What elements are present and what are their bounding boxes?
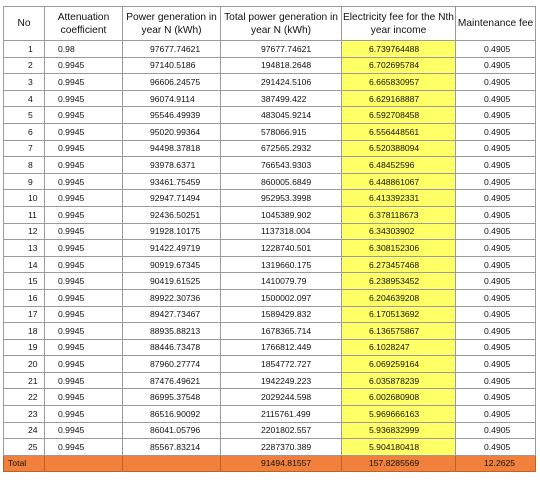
cell-electricity-fee: 5.904180418 [342, 439, 456, 456]
cell-no: 4 [4, 90, 45, 107]
cell-no: 7 [4, 140, 45, 157]
cell-maintenance-fee: 0.4905 [456, 74, 536, 91]
table-row [4, 306, 536, 323]
table-row [4, 41, 536, 58]
cell-maintenance-fee: 0.4905 [456, 206, 536, 223]
total-maintenance-fee: 12.2625 [456, 455, 536, 471]
cell-electricity-fee: 6.556448561 [342, 123, 456, 140]
table-row [4, 206, 536, 223]
cell-attenuation: 0.9945 [45, 140, 123, 157]
table-row [4, 107, 536, 124]
total-label: Total [4, 455, 45, 471]
cell-no: 16 [4, 289, 45, 306]
cell-no: 21 [4, 372, 45, 389]
cell-power-generation: 95020.99364 [123, 123, 221, 140]
cell-electricity-fee: 6.002680908 [342, 389, 456, 406]
cell-maintenance-fee: 0.4905 [456, 57, 536, 74]
cell-power-generation: 93461.75459 [123, 173, 221, 190]
cell-maintenance-fee: 0.4905 [456, 389, 536, 406]
cell-electricity-fee: 6.378118673 [342, 206, 456, 223]
cell-no: 19 [4, 339, 45, 356]
cell-total-power: 952953.3998 [221, 190, 342, 207]
cell-total-power: 483045.9214 [221, 107, 342, 124]
cell-attenuation: 0.9945 [45, 57, 123, 74]
cell-no: 5 [4, 107, 45, 124]
table-row [4, 190, 536, 207]
cell-electricity-fee: 5.969666163 [342, 406, 456, 423]
cell-total-power: 1766812.449 [221, 339, 342, 356]
cell-attenuation: 0.9945 [45, 190, 123, 207]
cell-electricity-fee: 6.170513692 [342, 306, 456, 323]
cell-power-generation: 89922.30736 [123, 289, 221, 306]
table-row [4, 289, 536, 306]
table-row [4, 140, 536, 157]
table-row [4, 389, 536, 406]
cell-no: 1 [4, 41, 45, 58]
cell-attenuation: 0.9945 [45, 406, 123, 423]
cell-power-generation: 92947.71494 [123, 190, 221, 207]
table-row [4, 90, 536, 107]
header-maintenance-fee: Maintenance fee [456, 7, 536, 41]
power-generation-table [3, 6, 536, 472]
cell-electricity-fee: 6.665830957 [342, 74, 456, 91]
cell-attenuation: 0.9945 [45, 389, 123, 406]
cell-power-generation: 90419.61525 [123, 273, 221, 290]
table-row [4, 356, 536, 373]
cell-attenuation: 0.9945 [45, 306, 123, 323]
cell-attenuation: 0.9945 [45, 173, 123, 190]
cell-attenuation: 0.9945 [45, 273, 123, 290]
cell-no: 6 [4, 123, 45, 140]
cell-power-generation: 87960.27774 [123, 356, 221, 373]
cell-electricity-fee: 6.035878239 [342, 372, 456, 389]
cell-power-generation: 91422.49719 [123, 240, 221, 257]
header-row [4, 7, 536, 41]
cell-power-generation: 97140.5186 [123, 57, 221, 74]
cell-maintenance-fee: 0.4905 [456, 173, 536, 190]
table-row [4, 339, 536, 356]
cell-maintenance-fee: 0.4905 [456, 372, 536, 389]
cell-attenuation: 0.9945 [45, 372, 123, 389]
cell-no: 25 [4, 439, 45, 456]
total-power-generation-cell [123, 455, 221, 471]
cell-maintenance-fee: 0.4905 [456, 90, 536, 107]
cell-maintenance-fee: 0.4905 [456, 289, 536, 306]
cell-total-power: 1137318.004 [221, 223, 342, 240]
table-row [4, 157, 536, 174]
cell-total-power: 1500002.097 [221, 289, 342, 306]
cell-no: 8 [4, 157, 45, 174]
cell-total-power: 1589429.832 [221, 306, 342, 323]
cell-power-generation: 87476.49621 [123, 372, 221, 389]
cell-no: 14 [4, 256, 45, 273]
cell-no: 11 [4, 206, 45, 223]
cell-power-generation: 97677.74621 [123, 41, 221, 58]
table-row [4, 256, 536, 273]
cell-total-power: 1045389.902 [221, 206, 342, 223]
cell-maintenance-fee: 0.4905 [456, 256, 536, 273]
cell-no: 24 [4, 422, 45, 439]
cell-attenuation: 0.9945 [45, 240, 123, 257]
cell-power-generation: 95546.49939 [123, 107, 221, 124]
cell-electricity-fee: 6.238953452 [342, 273, 456, 290]
cell-electricity-fee: 6.48452596 [342, 157, 456, 174]
header-no: No [4, 7, 45, 41]
cell-power-generation: 90919.67345 [123, 256, 221, 273]
cell-no: 3 [4, 74, 45, 91]
table-row [4, 372, 536, 389]
cell-no: 13 [4, 240, 45, 257]
table-row [4, 240, 536, 257]
cell-total-power: 2287370.389 [221, 439, 342, 456]
cell-no: 20 [4, 356, 45, 373]
cell-electricity-fee: 6.702695784 [342, 57, 456, 74]
cell-maintenance-fee: 0.4905 [456, 273, 536, 290]
table-row [4, 74, 536, 91]
cell-maintenance-fee: 0.4905 [456, 339, 536, 356]
cell-no: 15 [4, 273, 45, 290]
cell-attenuation: 0.9945 [45, 256, 123, 273]
cell-total-power: 2115761.499 [221, 406, 342, 423]
cell-total-power: 387499.422 [221, 90, 342, 107]
cell-attenuation: 0.9945 [45, 356, 123, 373]
cell-power-generation: 85567.83214 [123, 439, 221, 456]
header-power-generation: Power generation in year N (kWh) [123, 7, 221, 41]
cell-attenuation: 0.9945 [45, 107, 123, 124]
cell-power-generation: 89427.73467 [123, 306, 221, 323]
cell-total-power: 97677.74621 [221, 41, 342, 58]
cell-electricity-fee: 6.136575867 [342, 323, 456, 340]
cell-electricity-fee: 6.448861067 [342, 173, 456, 190]
cell-electricity-fee: 6.629168887 [342, 90, 456, 107]
cell-attenuation: 0.9945 [45, 90, 123, 107]
cell-attenuation: 0.9945 [45, 422, 123, 439]
cell-maintenance-fee: 0.4905 [456, 157, 536, 174]
cell-electricity-fee: 6.739764488 [342, 41, 456, 58]
cell-total-power: 1942249.223 [221, 372, 342, 389]
cell-no: 2 [4, 57, 45, 74]
cell-power-generation: 96074.9114 [123, 90, 221, 107]
cell-no: 18 [4, 323, 45, 340]
cell-power-generation: 96606.24575 [123, 74, 221, 91]
cell-total-power: 1678365.714 [221, 323, 342, 340]
cell-maintenance-fee: 0.4905 [456, 123, 536, 140]
header-total-power-generation: Total power generation in year N (kWh) [221, 7, 342, 41]
cell-maintenance-fee: 0.4905 [456, 107, 536, 124]
cell-maintenance-fee: 0.4905 [456, 323, 536, 340]
cell-electricity-fee: 6.34303902 [342, 223, 456, 240]
cell-total-power: 672565.2932 [221, 140, 342, 157]
cell-power-generation: 88446.73478 [123, 339, 221, 356]
cell-power-generation: 94498.37818 [123, 140, 221, 157]
cell-maintenance-fee: 0.4905 [456, 422, 536, 439]
table-row [4, 406, 536, 423]
total-attenuation-cell [45, 455, 123, 471]
cell-power-generation: 93978.6371 [123, 157, 221, 174]
cell-total-power: 1228740.501 [221, 240, 342, 257]
cell-electricity-fee: 6.204639208 [342, 289, 456, 306]
cell-no: 17 [4, 306, 45, 323]
cell-electricity-fee: 6.069259164 [342, 356, 456, 373]
cell-maintenance-fee: 0.4905 [456, 306, 536, 323]
table-row [4, 422, 536, 439]
cell-maintenance-fee: 0.4905 [456, 140, 536, 157]
cell-attenuation: 0.9945 [45, 339, 123, 356]
cell-attenuation: 0.9945 [45, 289, 123, 306]
cell-electricity-fee: 6.273457468 [342, 256, 456, 273]
cell-power-generation: 88935.88213 [123, 323, 221, 340]
cell-power-generation: 86041.05796 [123, 422, 221, 439]
cell-power-generation: 86516.90092 [123, 406, 221, 423]
cell-total-power: 291424.5106 [221, 74, 342, 91]
cell-maintenance-fee: 0.4905 [456, 439, 536, 456]
header-electricity-fee: Electricity fee for the Nth year income [342, 7, 456, 41]
cell-total-power: 2029244.598 [221, 389, 342, 406]
total-electricity-fee: 157.8285569 [342, 455, 456, 471]
cell-total-power: 578066.915 [221, 123, 342, 140]
cell-attenuation: 0.9945 [45, 439, 123, 456]
cell-total-power: 1854772.727 [221, 356, 342, 373]
cell-attenuation: 0.9945 [45, 74, 123, 91]
cell-no: 12 [4, 223, 45, 240]
table-row [4, 123, 536, 140]
cell-power-generation: 91928.10175 [123, 223, 221, 240]
cell-attenuation: 0.9945 [45, 223, 123, 240]
cell-maintenance-fee: 0.4905 [456, 356, 536, 373]
cell-power-generation: 92436.50251 [123, 206, 221, 223]
cell-total-power: 766543.9303 [221, 157, 342, 174]
cell-no: 10 [4, 190, 45, 207]
cell-total-power: 1410079.79 [221, 273, 342, 290]
cell-maintenance-fee: 0.4905 [456, 190, 536, 207]
total-row [4, 455, 536, 471]
cell-no: 23 [4, 406, 45, 423]
header-attenuation-coefficient: Attenuation coefficient [45, 7, 123, 41]
total-power: 91494.81557 [221, 455, 342, 471]
cell-electricity-fee: 6.1028247 [342, 339, 456, 356]
cell-attenuation: 0.9945 [45, 323, 123, 340]
spreadsheet [3, 6, 535, 472]
cell-electricity-fee: 6.308152306 [342, 240, 456, 257]
cell-no: 9 [4, 173, 45, 190]
cell-electricity-fee: 6.413392331 [342, 190, 456, 207]
cell-total-power: 2201802.557 [221, 422, 342, 439]
table-body [4, 41, 536, 472]
cell-maintenance-fee: 0.4905 [456, 223, 536, 240]
table-row [4, 173, 536, 190]
cell-electricity-fee: 6.592708458 [342, 107, 456, 124]
table-row [4, 439, 536, 456]
table-row [4, 223, 536, 240]
cell-maintenance-fee: 0.4905 [456, 240, 536, 257]
cell-maintenance-fee: 0.4905 [456, 41, 536, 58]
cell-maintenance-fee: 0.4905 [456, 406, 536, 423]
cell-attenuation: 0.98 [45, 41, 123, 58]
table-row [4, 273, 536, 290]
table-row [4, 323, 536, 340]
cell-total-power: 194818.2648 [221, 57, 342, 74]
cell-attenuation: 0.9945 [45, 123, 123, 140]
cell-total-power: 860005.6849 [221, 173, 342, 190]
table-row [4, 57, 536, 74]
cell-electricity-fee: 6.520388094 [342, 140, 456, 157]
cell-power-generation: 86995.37548 [123, 389, 221, 406]
cell-electricity-fee: 5.936832999 [342, 422, 456, 439]
cell-attenuation: 0.9945 [45, 157, 123, 174]
cell-no: 22 [4, 389, 45, 406]
cell-total-power: 1319660.175 [221, 256, 342, 273]
cell-attenuation: 0.9945 [45, 206, 123, 223]
